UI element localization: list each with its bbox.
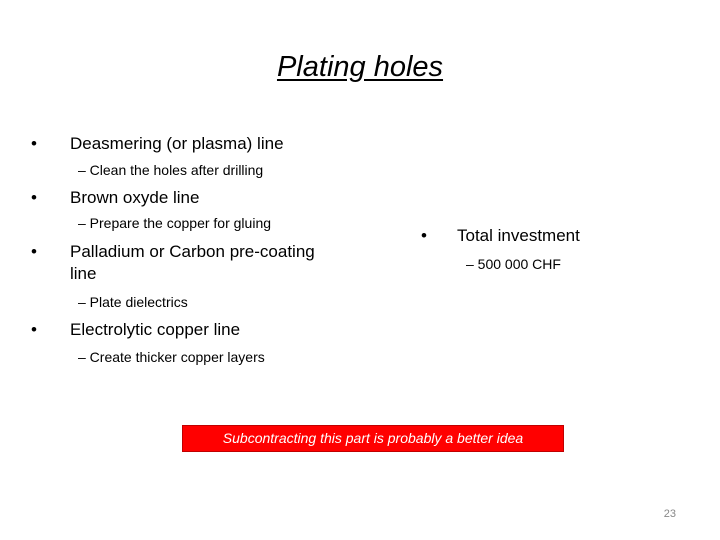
sub-bullet-text: – Prepare the copper for gluing — [78, 215, 272, 231]
callout-box: Subcontracting this part is probably a better idea — [182, 425, 564, 452]
bullet-text: Brown oxyde line — [70, 188, 200, 207]
bullet-marker: • — [31, 242, 37, 261]
bullet-text-line-1: Palladium or Carbon pre-coating — [70, 242, 315, 261]
bullet-marker: • — [31, 188, 37, 207]
bullet-text-line-2: line — [70, 264, 97, 283]
page-number: 23 — [663, 508, 676, 520]
bullet-marker: • — [31, 320, 37, 339]
right-sub-bullet-text: – 500 000 CHF — [466, 256, 561, 272]
bullet-text: Electrolytic copper line — [70, 320, 241, 339]
bullet-marker: • — [31, 134, 37, 153]
sub-bullet-text: – Plate dielectrics — [78, 294, 188, 310]
bullet-marker: • — [421, 226, 427, 245]
right-bullet-text: Total investment — [457, 226, 580, 245]
bullet-text: Deasmering (or plasma) line — [70, 134, 284, 153]
slide-title: Plating holes — [276, 51, 444, 83]
sub-bullet-text: – Clean the holes after drilling — [78, 162, 264, 178]
sub-bullet-text: – Create thicker copper layers — [78, 349, 265, 365]
